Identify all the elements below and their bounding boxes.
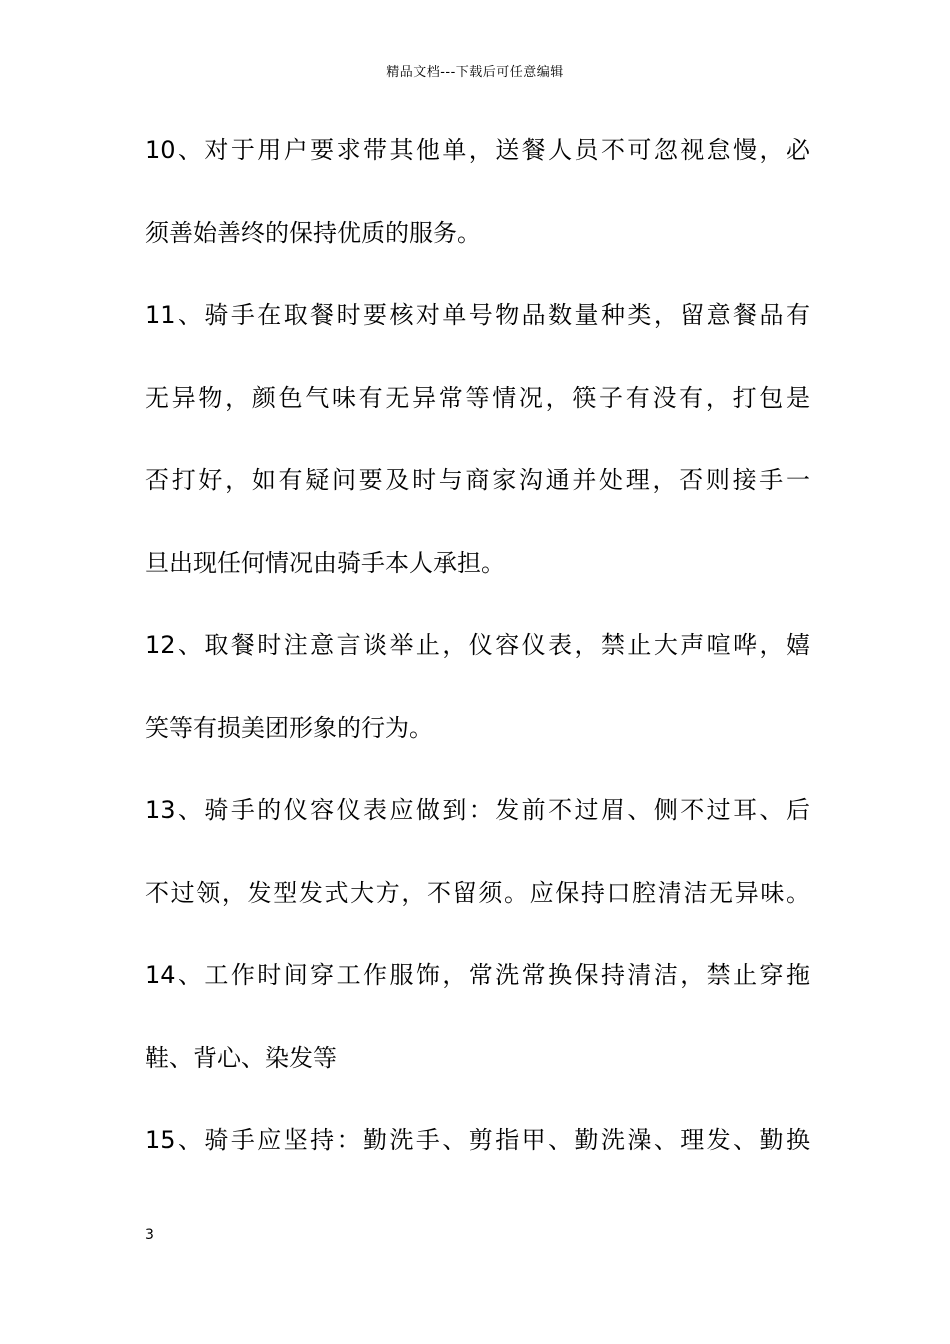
text-line-12b: 笑等有损美团形象的行为。 xyxy=(145,714,433,742)
page-number: 3 xyxy=(145,1227,154,1243)
text-line-10a: 10、对于用户要求带其他单，送餐人员不可忽视怠慢，必 xyxy=(145,136,810,164)
text-line-11a: 11、骑手在取餐时要核对单号物品数量种类，留意餐品有 xyxy=(145,301,810,329)
text-line-13a: 13、骑手的仪容仪表应做到：发前不过眉、侧不过耳、后 xyxy=(145,796,810,824)
page-header: 精品文档---下载后可任意编辑 xyxy=(386,65,564,80)
text-line-11b: 无异物，颜色气味有无异常等情况，筷子有没有，打包是 xyxy=(145,384,810,412)
text-line-11c: 否打好，如有疑问要及时与商家沟通并处理，否则接手一 xyxy=(145,466,810,494)
text-line-10b: 须善始善终的保持优质的服务。 xyxy=(145,219,481,247)
text-line-12a: 12、取餐时注意言谈举止，仪容仪表，禁止大声喧哗，嬉 xyxy=(145,631,810,659)
text-line-13b: 不过领，发型发式大方，不留须。应保持口腔清洁无异味。 xyxy=(145,879,810,907)
text-line-14b: 鞋、背心、染发等 xyxy=(145,1044,337,1072)
text-line-11d: 旦出现任何情况由骑手本人承担。 xyxy=(145,549,505,577)
text-line-15a: 15、骑手应坚持：勤洗手、剪指甲、勤洗澡、理发、勤换 xyxy=(145,1126,810,1154)
text-line-14a: 14、工作时间穿工作服饰，常洗常换保持清洁，禁止穿拖 xyxy=(145,961,810,989)
